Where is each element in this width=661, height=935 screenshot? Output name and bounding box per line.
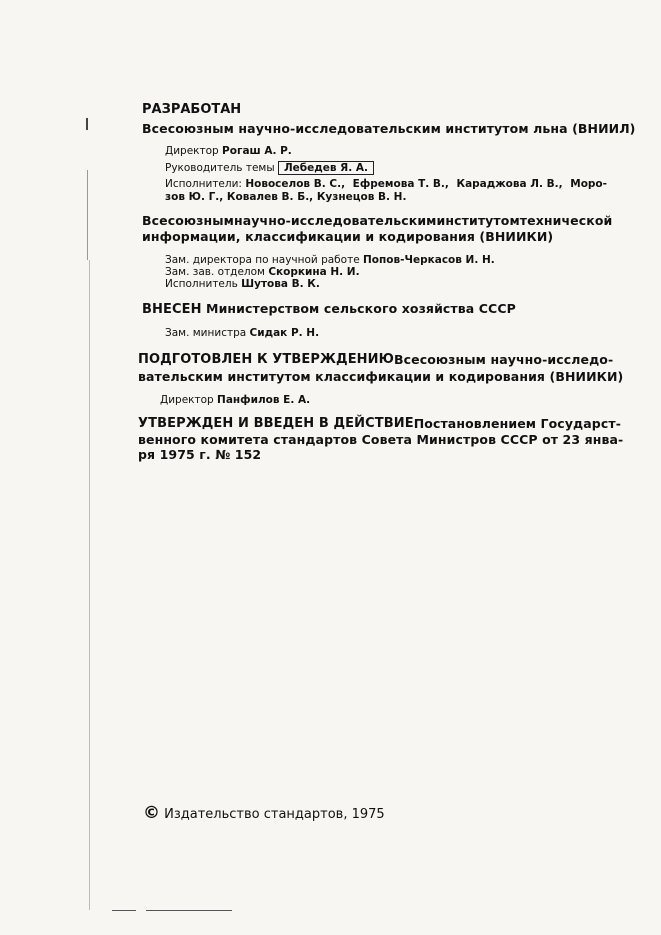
prepared-director (160, 394, 310, 406)
margin-mark-lower (89, 260, 90, 910)
deputy-director-label: Зам. директора по научной работе (165, 254, 360, 266)
org2-word-4: технической (519, 213, 613, 228)
developed-director (165, 145, 292, 157)
executor (165, 278, 320, 290)
developed-org2-line2: информации, классификации и кодирования (ВНИИКИ) (142, 229, 554, 244)
executors-label: Исполнители: (165, 178, 242, 190)
executor-name: Шутова В. К. (241, 278, 320, 290)
margin-mark-mid (87, 170, 88, 260)
deputy-director (165, 254, 495, 266)
executor-3: Караджова Л. В., (456, 178, 563, 190)
executor-1: Новоселов В. С., (245, 178, 346, 190)
deputy-head (165, 266, 360, 278)
bottom-rule-right (146, 910, 232, 911)
director-name: Рогаш А. Р. (222, 145, 292, 157)
margin-mark-top (86, 118, 88, 130)
topic-lead-label: Руководитель темы (165, 162, 275, 174)
approved-line3: ря 1975 г. № 152 (138, 447, 262, 462)
introduced-heading: ВНЕСЕН (142, 302, 202, 317)
prepared-line1 (138, 352, 614, 367)
org2-word-1: Всесоюзным (142, 213, 234, 228)
deputy-minister-name: Сидак Р. Н. (249, 327, 320, 339)
introduced-text: Министерством сельского хозяйства СССР (206, 301, 516, 316)
deputy-head-name: Скоркина Н. И. (268, 266, 360, 278)
developed-org2 (142, 213, 613, 228)
prepared-heading: ПОДГОТОВЛЕН К УТВЕРЖДЕНИЮ (138, 352, 395, 367)
approved-line2: венного комитета стандартов Совета Министров СССР от 23 янва- (138, 432, 624, 447)
executor-label: Исполнитель (165, 278, 238, 290)
approved-heading: УТВЕРЖДЕН И ВВЕДЕН В ДЕЙСТВИЕ (138, 416, 414, 431)
developed-heading: РАЗРАБОТАН (142, 102, 242, 117)
bottom-rule-left (112, 910, 136, 911)
deputy-minister (165, 327, 319, 339)
org2-word-2: научно-исследовательским (234, 213, 437, 228)
executor-2: Ефремова Т. В., (352, 178, 449, 190)
developed-topic-lead (165, 162, 374, 174)
prepared-director-name: Панфилов Е. А. (217, 394, 311, 406)
deputy-minister-label: Зам. министра (165, 327, 247, 339)
approved-line1 (138, 416, 621, 431)
prepared-director-label: Директор (160, 394, 214, 406)
deputy-director-name: Попов-Черкасов И. Н. (363, 254, 495, 266)
prepared-line2: вательским институтом классификации и кодирования (ВНИИКИ) (138, 369, 624, 384)
prepared-text-1: Всесоюзным научно-исследо- (394, 352, 614, 367)
developed-executors (165, 178, 607, 190)
publisher: Издательство стандартов, 1975 (164, 807, 385, 822)
developed-org1: Всесоюзным научно-исследовательским институтом льна (ВНИИЛ) (142, 121, 636, 136)
topic-lead-name: Лебедев Я. А. (278, 161, 374, 175)
deputy-head-label: Зам. зав. отделом (165, 266, 265, 278)
copyright-line (143, 803, 385, 823)
introduced-line (142, 301, 516, 317)
copyright-icon: © (143, 803, 160, 823)
approved-text-1: Постановлением Государст- (413, 416, 621, 431)
executor-4: Моро- (570, 178, 607, 190)
org2-word-3: институтом (436, 213, 520, 228)
director-label: Директор (165, 145, 219, 157)
developed-executors-line2: зов Ю. Г., Ковалев В. Б., Кузнецов В. Н. (165, 191, 407, 203)
